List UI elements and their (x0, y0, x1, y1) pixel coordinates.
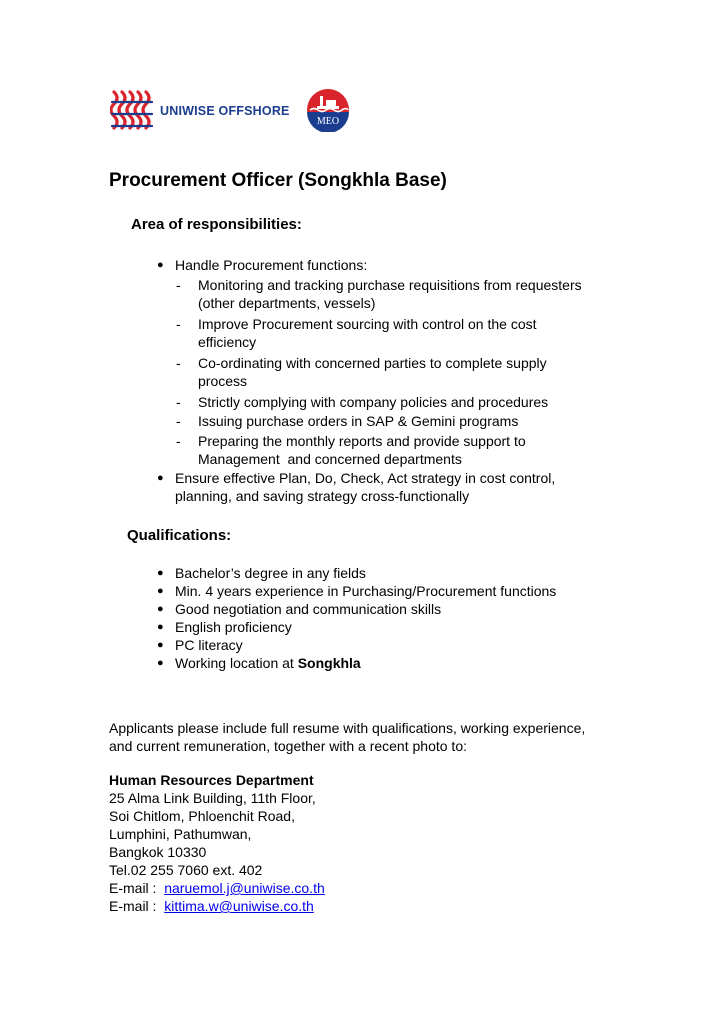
email-row (109, 879, 325, 897)
dash-icon: - (176, 433, 181, 449)
uniwise-logo-mark-icon (110, 88, 154, 136)
address-line: 25 Alma Link Building, 11th Floor, (109, 790, 316, 806)
list-item-location (175, 654, 361, 672)
list-item: Min. 4 years experience in Purchasing/Procurement functions (175, 583, 557, 599)
email-label: E-mail : (109, 880, 165, 896)
sub-list-item: Preparing the monthly reports and provide support to (198, 433, 526, 449)
dash-icon: - (176, 277, 181, 293)
list-item: Bachelor’s degree in any fields (175, 565, 366, 581)
address-line: Bangkok 10330 (109, 844, 207, 860)
list-item-cont: planning, and saving strategy cross-functionally (175, 488, 470, 504)
applicants-text-cont: and current remuneration, together with a recent photo to: (109, 738, 467, 754)
dash-icon: - (176, 355, 181, 371)
telephone: Tel.02 255 7060 ext. 402 (109, 862, 263, 878)
company-name: UNIWISE OFFSHORE (160, 104, 290, 118)
bullet-icon: ● (157, 567, 164, 579)
bullet-icon: ● (157, 657, 164, 669)
contact-department: Human Resources Department (109, 772, 314, 788)
location-value: Songkhla (297, 655, 361, 671)
bullet-icon: ● (157, 639, 164, 651)
applicants-text: Applicants please include full resume with qualifications, working experience, (109, 720, 586, 736)
email-link[interactable]: naruemol.j@uniwise.co.th (164, 880, 325, 896)
email-row (109, 897, 314, 915)
qualifications-heading: Qualifications: (127, 527, 232, 544)
sub-list-item: Strictly complying with company policies and procedures (198, 394, 549, 410)
sub-list-item-cont: efficiency (198, 334, 257, 350)
responsibilities-heading: Area of responsibilities: (131, 216, 302, 233)
bullet-icon: ● (157, 259, 164, 271)
company-logo (110, 88, 350, 136)
bullet-icon: ● (157, 585, 164, 597)
email-link[interactable]: kittima.w@uniwise.co.th (164, 898, 314, 914)
address-line: Soi Chitlom, Phloenchit Road, (109, 808, 295, 824)
sub-list-item: Issuing purchase orders in SAP & Gemini programs (198, 413, 519, 429)
page-title: Procurement Officer (Songkhla Base) (109, 170, 447, 191)
list-item: Good negotiation and communication skills (175, 601, 442, 617)
sub-list-item: Co-ordinating with concerned parties to complete supply (198, 355, 547, 371)
address-line: Lumphini, Pathumwan, (109, 826, 252, 842)
email-label: E-mail : (109, 898, 165, 914)
dash-icon: - (176, 316, 181, 332)
location-prefix: Working location at (175, 655, 298, 671)
bullet-icon: ● (157, 472, 164, 484)
list-item: PC literacy (175, 637, 243, 653)
dash-icon: - (176, 413, 181, 429)
meo-logo-icon (306, 88, 350, 132)
bullet-icon: ● (157, 621, 164, 633)
sub-list-item-cont: Management and concerned departments (198, 451, 462, 467)
sub-list-item-cont: (other departments, vessels) (198, 295, 376, 311)
dash-icon: - (176, 394, 181, 410)
sub-list-item: Improve Procurement sourcing with control on the cost (198, 316, 537, 332)
meo-label: MEO (316, 116, 340, 127)
list-item: English proficiency (175, 619, 292, 635)
list-item: Handle Procurement functions: (175, 257, 368, 273)
sub-list-item: Monitoring and tracking purchase requisitions from requesters (198, 277, 582, 293)
list-item: Ensure effective Plan, Do, Check, Act strategy in cost control, (175, 470, 556, 486)
bullet-icon: ● (157, 603, 164, 615)
sub-list-item-cont: process (198, 373, 248, 389)
